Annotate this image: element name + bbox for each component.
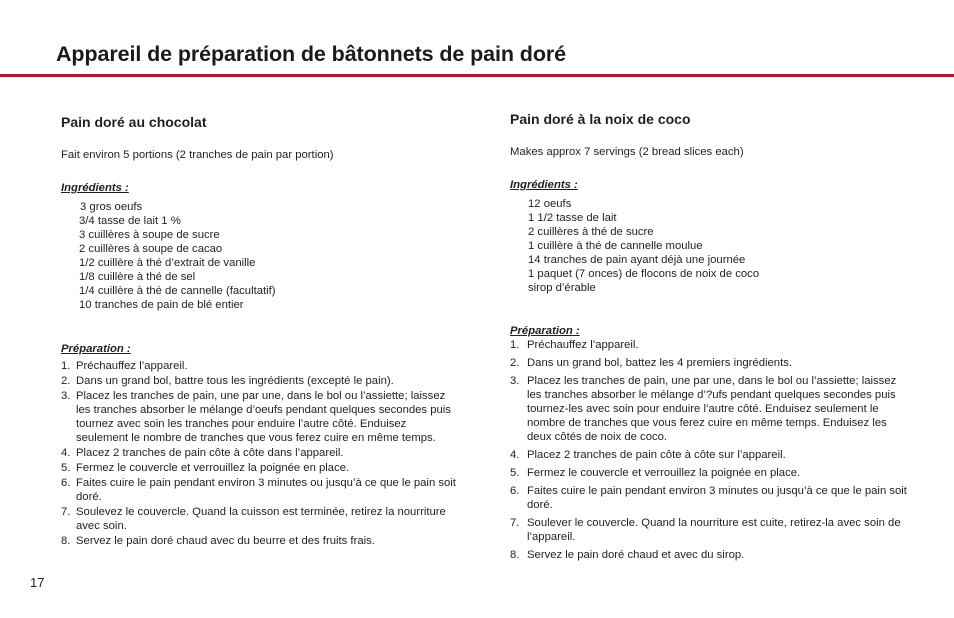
ingredient-item: 3 cuillères à soupe de sucre	[79, 229, 220, 241]
step-number: 2.	[510, 357, 520, 369]
step-text: Fermez le couvercle et verrouillez la poignée en place.	[527, 467, 801, 479]
step-text: Placez les tranches de pain, une par une, dans le bol ou l’assiette; laissez les tranches absorber le mélange d’?ufs pendant quelques secondes puis tournez-les avec soin pour enduire l’autre côté. Enduisez seulement le nombre de tranches que vous ferez cuire en même temps. Enduisez les deux côtés de noix de coco.	[527, 375, 897, 443]
recipe-servings: Fait environ 5 portions (2 tranches de pain par portion)	[61, 149, 334, 161]
ingredients-list	[528, 197, 910, 295]
step-text: Faites cuire le pain pendant environ 3 minutes ou jusqu’à ce que le pain soit doré.	[527, 485, 907, 511]
step-text: Servez le pain doré chaud avec du beurre et des fruits frais.	[76, 535, 375, 547]
step-number: 1.	[510, 339, 520, 351]
step-text: Préchauffez l’appareil.	[76, 360, 188, 372]
step-text: Placez les tranches de pain, une par une, dans le bol ou l’assiette; laissez les tranches absorber le mélange d’oeufs pendant quelques secondes puis tournez avec soin les tranches pour enduire l’autre côté. Enduisez seulement le nombre de tranches que vous ferez cuire en même temps.	[76, 390, 451, 444]
step-text: Placez 2 tranches de pain côte à côte sur l’appareil.	[527, 449, 786, 461]
ingredient-item: 1/8 cuillère à thé de sel	[79, 271, 196, 283]
step-text: Soulevez le couvercle. Quand la cuisson est terminée, retirez la nourriture avec soin.	[76, 506, 446, 532]
step-item	[61, 461, 461, 475]
ingredient-item: 2 cuillères à thé de sucre	[528, 226, 654, 238]
ingredient-item: 3/4 tasse de lait 1 %	[79, 215, 181, 227]
step-item	[510, 466, 910, 480]
step-item	[61, 374, 461, 388]
preparation-heading: Préparation :	[61, 343, 131, 355]
page-number: 17	[30, 575, 45, 590]
ingredient-item: 1 cuillère à thé de cannelle moulue	[528, 240, 703, 252]
preparation-steps	[61, 359, 461, 548]
step-item	[61, 505, 461, 533]
ingredient-item: 12 oeufs	[528, 198, 572, 210]
step-item	[61, 476, 461, 504]
step-number: 5.	[61, 462, 71, 474]
ingredient-item: 3 gros oeufs	[80, 201, 143, 213]
step-number: 3.	[510, 375, 520, 387]
step-number: 1.	[61, 360, 71, 372]
step-number: 8.	[510, 549, 520, 561]
step-item	[510, 374, 910, 444]
step-text: Préchauffez l’appareil.	[527, 339, 639, 351]
ingredients-list	[79, 200, 461, 312]
step-number: 4.	[61, 447, 71, 459]
step-number: 8.	[61, 535, 71, 547]
step-text: Dans un grand bol, battre tous les ingrédients (excepté le pain).	[76, 375, 394, 387]
ingredient-item: 1/2 cuillère à thé d’extrait de vanille	[79, 257, 256, 269]
step-item	[510, 548, 910, 562]
step-number: 5.	[510, 467, 520, 479]
step-item	[510, 338, 910, 352]
step-item	[510, 484, 910, 512]
ingredients-heading: Ingrédients :	[61, 182, 129, 194]
step-number: 4.	[510, 449, 520, 461]
step-text: Placez 2 tranches de pain côte à côte dans l’appareil.	[76, 447, 344, 459]
step-number: 7.	[61, 506, 71, 518]
step-item	[510, 356, 910, 370]
recipe-title: Pain doré à la noix de coco	[510, 111, 691, 127]
step-item	[61, 359, 461, 373]
step-item	[510, 448, 910, 462]
step-number: 6.	[61, 477, 71, 489]
ingredient-item: 1/4 cuillère à thé de cannelle (facultatif)	[79, 285, 276, 297]
step-text: Dans un grand bol, battez les 4 premiers ingrédients.	[527, 357, 792, 369]
recipe-coconut-french-toast	[510, 110, 910, 566]
recipe-title: Pain doré au chocolat	[61, 114, 207, 130]
step-text: Faites cuire le pain pendant environ 3 minutes ou jusqu’à ce que le pain soit doré.	[76, 477, 456, 503]
step-number: 6.	[510, 485, 520, 497]
ingredient-item: sirop d’érable	[528, 282, 596, 294]
step-item	[61, 446, 461, 460]
ingredient-item: 2 cuillères à soupe de cacao	[79, 243, 223, 255]
step-number: 7.	[510, 517, 520, 529]
preparation-steps	[510, 338, 910, 562]
step-number: 2.	[61, 375, 71, 387]
step-text: Servez le pain doré chaud et avec du sirop.	[527, 549, 745, 561]
ingredient-item: 1 paquet (7 onces) de flocons de noix de coco	[528, 268, 760, 280]
ingredient-item: 10 tranches de pain de blé entier	[79, 299, 244, 311]
page-title: Appareil de préparation de bâtonnets de pain doré	[56, 42, 566, 66]
preparation-heading: Préparation :	[510, 325, 580, 337]
step-item	[510, 516, 910, 544]
title-divider	[0, 74, 954, 77]
step-item	[61, 534, 461, 548]
recipe-chocolate-french-toast	[61, 113, 461, 549]
step-number: 3.	[61, 390, 71, 402]
recipe-servings: Makes approx 7 servings (2 bread slices each)	[510, 146, 744, 158]
ingredients-heading: Ingrédients :	[510, 179, 578, 191]
ingredient-item: 14 tranches de pain ayant déjà une journée	[528, 254, 746, 266]
step-item	[61, 389, 461, 445]
step-text: Soulever le couvercle. Quand la nourriture est cuite, retirez-la avec soin de l’appareil.	[527, 517, 901, 543]
step-text: Fermez le couvercle et verrouillez la poignée en place.	[76, 462, 350, 474]
ingredient-item: 1 1/2 tasse de lait	[528, 212, 617, 224]
